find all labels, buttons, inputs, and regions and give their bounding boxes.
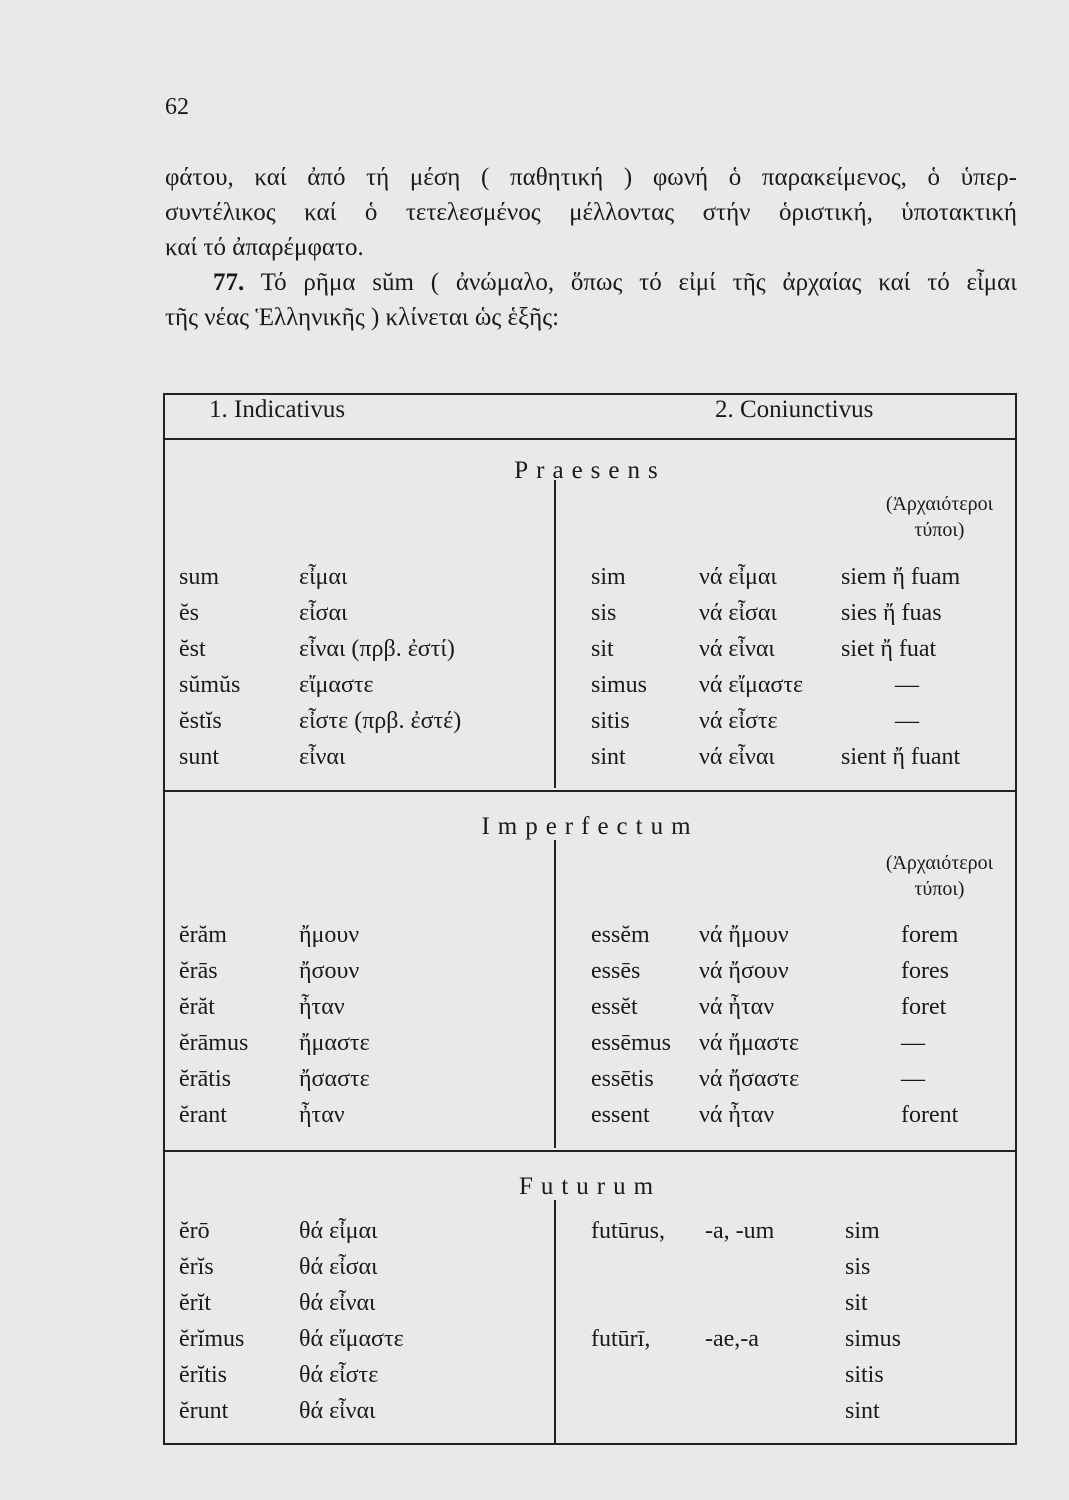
latin-form: ĕstĭs bbox=[179, 708, 222, 734]
sum-form: sis bbox=[845, 1254, 871, 1280]
latin-form: ĕrĭtis bbox=[179, 1362, 227, 1388]
greek-form: ἦταν bbox=[299, 1102, 345, 1128]
table-rule bbox=[165, 1150, 1015, 1152]
paragraph-77 bbox=[165, 265, 1017, 335]
archaic-note-line: (Ἀρχαιότεροι bbox=[885, 493, 993, 515]
archaic-form: sies ἤ fuas bbox=[841, 600, 942, 626]
sum-form: sim bbox=[845, 1218, 880, 1244]
paragraph-line: συντέλικος καί ὁ τετελεσμένος μέλλοντας στήν ὁριστική, ὑποτακτική bbox=[165, 199, 1017, 226]
greek-form: ἦταν bbox=[299, 994, 345, 1020]
latin-form: ĕst bbox=[179, 636, 206, 662]
greek-form: ἤμαστε bbox=[299, 1030, 370, 1056]
latin-form: ĕrĭs bbox=[179, 1254, 214, 1280]
greek-form: εἶστε (πρβ. ἐστέ) bbox=[299, 708, 462, 734]
paragraph-line: τῆς νέας Ἑλληνικῆς ) κλίνεται ὡς ἑξῆς: bbox=[165, 304, 560, 331]
greek-form: εἶναι bbox=[299, 744, 346, 770]
subj-greek-form: νά ἦταν bbox=[699, 994, 775, 1020]
latin-form: sunt bbox=[179, 744, 220, 770]
subj-latin-form: essĕm bbox=[591, 922, 650, 948]
participle-plural: futūrī, bbox=[591, 1326, 651, 1352]
subj-latin-form: essent bbox=[591, 1102, 650, 1128]
archaic-form: forem bbox=[901, 922, 959, 948]
archaic-form: — bbox=[901, 1030, 925, 1056]
subj-greek-form: νά ἤμουν bbox=[699, 922, 789, 948]
latin-form: ĕs bbox=[179, 600, 199, 626]
archaic-form: foret bbox=[901, 994, 947, 1020]
subj-latin-form: essēs bbox=[591, 958, 641, 984]
archaic-note bbox=[886, 491, 993, 543]
greek-form: εἶμαι bbox=[299, 564, 348, 590]
greek-form: θά εἶναι bbox=[299, 1398, 376, 1424]
sum-form: sitis bbox=[845, 1362, 884, 1388]
archaic-form: sient ἤ fuant bbox=[841, 744, 961, 770]
subj-latin-form: sis bbox=[591, 600, 617, 626]
subj-greek-form: νά ἦταν bbox=[699, 1102, 775, 1128]
latin-form: ĕrās bbox=[179, 958, 218, 984]
greek-form: θά εἶσαι bbox=[299, 1254, 378, 1280]
greek-form: ἤσαστε bbox=[299, 1066, 370, 1092]
greek-form: ἤσουν bbox=[299, 958, 360, 984]
paragraph-76-continuation bbox=[165, 160, 1017, 265]
greek-form: εἶσαι bbox=[299, 600, 348, 626]
subj-latin-form: sint bbox=[591, 744, 626, 770]
latin-form: ĕrăt bbox=[179, 994, 215, 1020]
subj-greek-form: νά ἤσουν bbox=[699, 958, 789, 984]
sum-form: sint bbox=[845, 1398, 880, 1424]
subj-latin-form: essēmus bbox=[591, 1030, 671, 1056]
participle-plural-endings: -ae,-a bbox=[705, 1326, 759, 1352]
paragraph-line bbox=[165, 265, 1017, 300]
table-rule bbox=[165, 790, 1015, 792]
subj-latin-form: essētis bbox=[591, 1066, 654, 1092]
subj-greek-form: νά εἴμαστε bbox=[699, 672, 804, 698]
conjugation-table bbox=[163, 393, 1017, 1445]
participle-singular: futūrus, bbox=[591, 1218, 665, 1244]
section-title-futurum: Futurum bbox=[518, 1173, 662, 1200]
paragraph-number: 77. bbox=[213, 269, 245, 296]
sum-form: sit bbox=[845, 1290, 868, 1316]
subj-greek-form: νά εἶστε bbox=[699, 708, 778, 734]
subj-latin-form: sit bbox=[591, 636, 614, 662]
section-title-imperfectum: Imperfectum bbox=[481, 813, 699, 840]
paragraph-text: Τό ρῆμα sŭm ( ἀνώμαλο, ὅπως τό εἰμί τῆς ἀρχαίας καί τό εἶμαι bbox=[244, 269, 1017, 296]
paragraph-line: φάτου, καί ἀπό τή μέση ( παθητική ) φωνή ὁ παρακείμενος, ὁ ὑπερ- bbox=[165, 164, 1017, 191]
latin-form: sŭmŭs bbox=[179, 672, 241, 698]
paragraph-line: καί τό ἀπαρέμφατο. bbox=[165, 234, 364, 261]
latin-form: ĕrātis bbox=[179, 1066, 231, 1092]
archaic-form: fores bbox=[901, 958, 949, 984]
latin-form: ĕrant bbox=[179, 1102, 227, 1128]
column-divider bbox=[554, 480, 556, 788]
greek-form: θά εἶναι bbox=[299, 1290, 376, 1316]
section-title-praesens: Praesens bbox=[514, 457, 666, 484]
latin-form: ĕrĭmus bbox=[179, 1326, 245, 1352]
subj-latin-form: simus bbox=[591, 672, 648, 698]
archaic-note-line: (Ἀρχαιότεροι bbox=[885, 852, 993, 874]
table-rule bbox=[165, 438, 1015, 440]
page-number: 62 bbox=[165, 94, 189, 120]
latin-form: ĕrō bbox=[179, 1218, 210, 1244]
subj-greek-form: νά εἶναι bbox=[699, 636, 775, 662]
greek-form: ἤμουν bbox=[299, 922, 360, 948]
subj-greek-form: νά ἤσαστε bbox=[699, 1066, 800, 1092]
subj-greek-form: νά εἶμαι bbox=[699, 564, 777, 590]
greek-form: θά εἶστε bbox=[299, 1362, 379, 1388]
archaic-form: forent bbox=[901, 1102, 959, 1128]
latin-form: ĕrăm bbox=[179, 922, 227, 948]
subj-greek-form: νά εἶναι bbox=[699, 744, 775, 770]
subj-latin-form: sitis bbox=[591, 708, 630, 734]
subj-latin-form: essĕt bbox=[591, 994, 638, 1020]
greek-form: θά εἴμαστε bbox=[299, 1326, 404, 1352]
archaic-note-line: τύποι) bbox=[914, 519, 965, 541]
archaic-form: siet ἤ fuat bbox=[841, 636, 937, 662]
sum-form: simus bbox=[845, 1326, 902, 1352]
archaic-note bbox=[886, 850, 993, 902]
greek-form: θά εἶμαι bbox=[299, 1218, 378, 1244]
latin-form: ĕrunt bbox=[179, 1398, 229, 1424]
latin-form: ĕrāmus bbox=[179, 1030, 249, 1056]
archaic-note-line: τύποι) bbox=[914, 878, 965, 900]
column-divider bbox=[554, 1200, 556, 1445]
archaic-form: — bbox=[895, 672, 919, 698]
latin-form: sum bbox=[179, 564, 220, 590]
subj-greek-form: νά ἤμαστε bbox=[699, 1030, 800, 1056]
archaic-form: siem ἤ fuam bbox=[841, 564, 961, 590]
greek-form: εἴμαστε bbox=[299, 672, 374, 698]
header-indicativus: 1. Indicativus bbox=[209, 396, 346, 423]
subj-latin-form: sim bbox=[591, 564, 626, 590]
header-coniunctivus: 2. Coniunctivus bbox=[715, 396, 874, 423]
latin-form: ĕrĭt bbox=[179, 1290, 211, 1316]
participle-singular-endings: -a, -um bbox=[705, 1218, 775, 1244]
column-divider bbox=[554, 840, 556, 1148]
archaic-form: — bbox=[901, 1066, 925, 1092]
archaic-form: — bbox=[895, 708, 919, 734]
greek-form: εἶναι (πρβ. ἐστί) bbox=[299, 636, 455, 662]
subj-greek-form: νά εἶσαι bbox=[699, 600, 777, 626]
